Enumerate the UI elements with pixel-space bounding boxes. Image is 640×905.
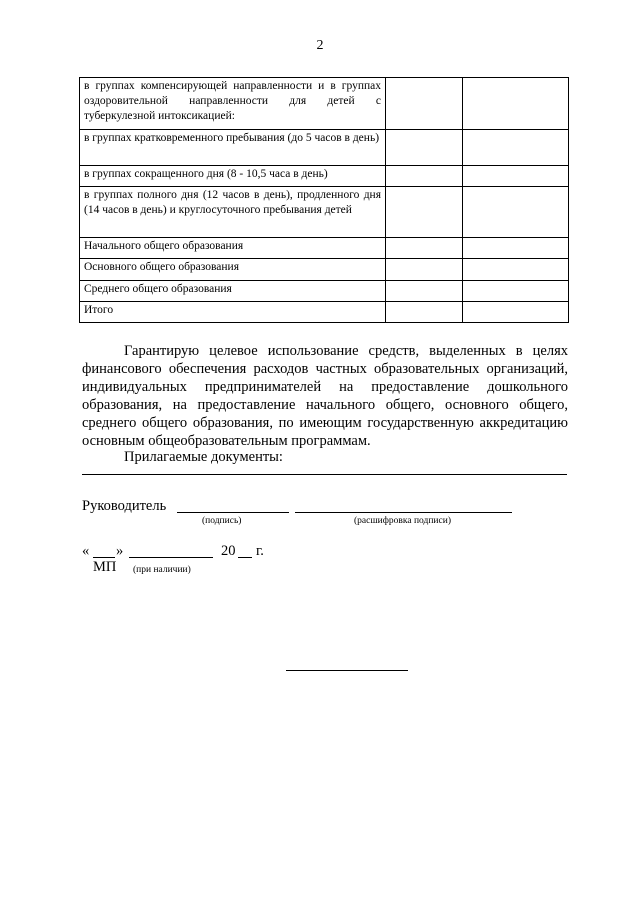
- table-cell: [386, 187, 463, 238]
- table-row: [80, 187, 569, 238]
- table-cell: [386, 78, 463, 130]
- table-cell: [463, 187, 569, 238]
- table-row-label: в группах кратковременного пребывания (до 5 часов в день): [80, 130, 386, 166]
- table-cell: [463, 238, 569, 259]
- table-row-label: в группах компенсирующей направленности и в группах оздоровительной направленности для детей с туберкулезной интоксикацией:: [80, 78, 386, 130]
- table-cell: [386, 281, 463, 302]
- transcript-caption: (расшифровка подписи): [354, 516, 451, 526]
- table-cell: [463, 259, 569, 281]
- date-year-prefix: 20: [221, 543, 236, 559]
- table-cell: [386, 130, 463, 166]
- table-row-label: в группах сокращенного дня (8 - 10,5 часа в день): [80, 166, 386, 187]
- date-open-quote: «: [82, 543, 90, 559]
- table-row: [80, 281, 569, 302]
- date-year-line: [238, 557, 252, 558]
- table-row-label: Среднего общего образования: [80, 281, 386, 302]
- transcript-line: [295, 512, 512, 513]
- table-row-label: Итого: [80, 302, 386, 323]
- date-year-suffix: г.: [256, 543, 264, 559]
- table-cell: [463, 166, 569, 187]
- table-row: [80, 259, 569, 281]
- table-row: [80, 302, 569, 323]
- signature-line: [177, 512, 289, 513]
- bottom-separator: [286, 670, 408, 671]
- stamp-label: МП: [93, 559, 117, 575]
- date-close-quote: »: [116, 543, 124, 559]
- table-row: [80, 238, 569, 259]
- page-number: 2: [316, 38, 324, 53]
- stamp-caption: (при наличии): [133, 565, 191, 575]
- table-cell: [463, 302, 569, 323]
- table-row: [80, 130, 569, 166]
- attachments-label: Прилагаемые документы:: [124, 449, 283, 465]
- date-month-line: [129, 557, 213, 558]
- table-row-label: Начального общего образования: [80, 238, 386, 259]
- budget-table: [79, 77, 569, 323]
- signature-caption: (подпись): [202, 516, 242, 526]
- attachments-line: [82, 474, 567, 475]
- head-label: Руководитель: [82, 498, 167, 514]
- table-row-label: Основного общего образования: [80, 259, 386, 281]
- guarantee-paragraph: Гарантирую целевое использование средств, выделенных в целях финансового обеспечения расходов частных образовательных организаций, индивидуальных предпринимателей на предоставление дошкольного образования, на предоставление начального общего, основного общего, среднего общего образования, по имеющим государственную аккредитацию основным общеобразовательным программам.: [82, 343, 568, 449]
- table-cell: [386, 166, 463, 187]
- table-cell: [386, 238, 463, 259]
- table-cell: [463, 78, 569, 130]
- table-cell: [463, 281, 569, 302]
- table-row-label: в группах полного дня (12 часов в день), продленного дня (14 часов в день) и круглосуточного пребывания детей: [80, 187, 386, 238]
- table-row: [80, 78, 569, 130]
- table-cell: [386, 302, 463, 323]
- table-row: [80, 166, 569, 187]
- table-cell: [386, 259, 463, 281]
- table-cell: [463, 130, 569, 166]
